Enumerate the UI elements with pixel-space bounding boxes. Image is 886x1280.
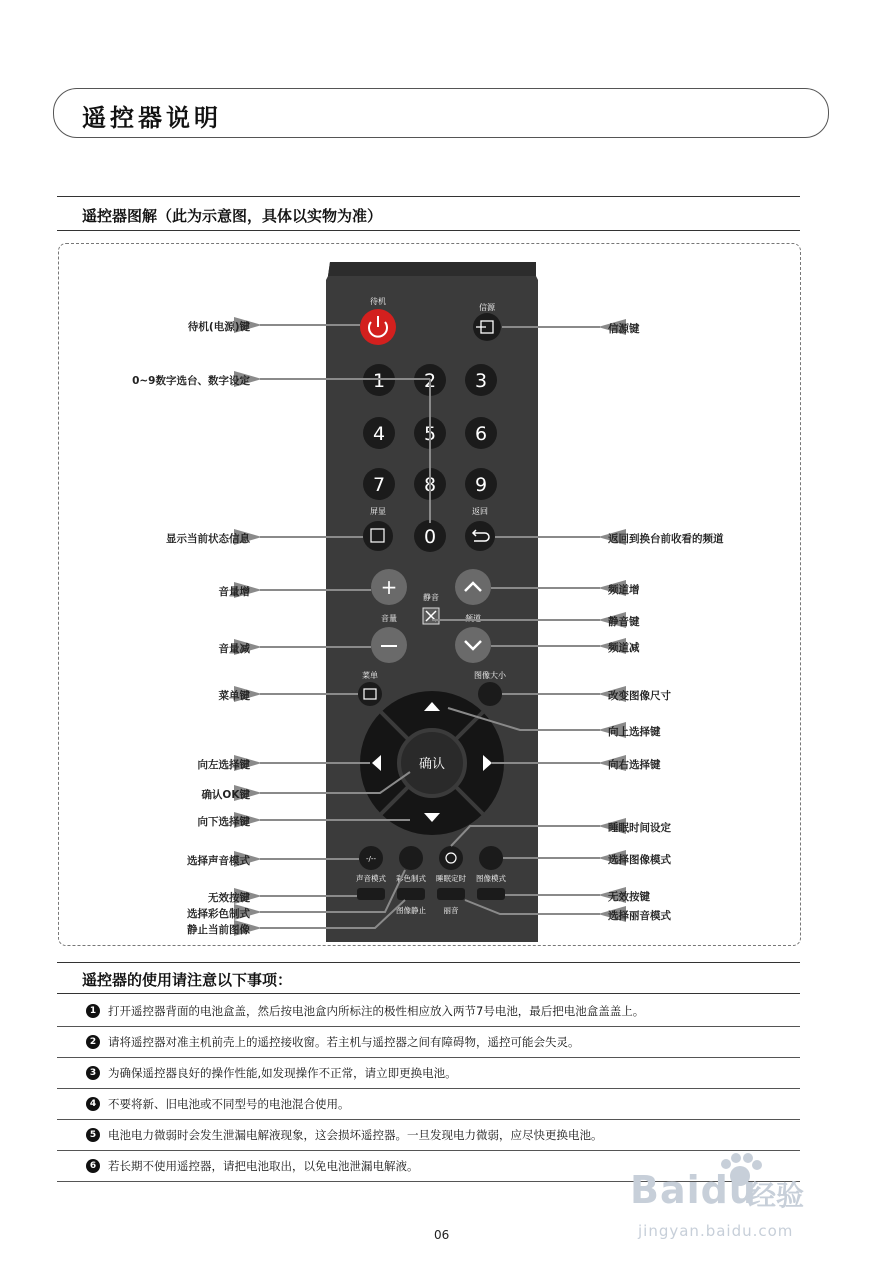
diagram-section-title: 遥控器图解（此为示意图，具体以实物为准） — [82, 207, 383, 225]
callout-ch-down: 频道减 — [608, 642, 640, 654]
invalid-key-right — [477, 888, 505, 900]
mute-key-label: 静音 — [423, 593, 439, 602]
color-system-button — [399, 846, 423, 870]
bullet-number: 3 — [86, 1066, 100, 1080]
picture-size-key-label: 图像大小 — [474, 671, 506, 680]
digit-3-label: 3 — [474, 370, 488, 392]
digit-2-label: 2 — [423, 370, 437, 392]
channel-up-button — [455, 569, 491, 605]
note-text: 为确保遥控器良好的操作性能,如发现操作不正常，请立即更换电池。 — [108, 1066, 457, 1080]
callout-power: 待机(电源)键 — [187, 321, 250, 333]
digit-8-label: 8 — [423, 474, 437, 496]
return-button — [465, 521, 495, 551]
sleep-button — [439, 846, 463, 870]
callout-ch-up: 频道增 — [608, 584, 640, 596]
digit-7-label: 7 — [372, 474, 386, 496]
digit-5-label: 5 — [423, 423, 437, 445]
callout-sound-mode: 选择声音模式 — [187, 855, 250, 867]
digit-6-label: 6 — [474, 423, 488, 445]
note-item — [86, 1034, 580, 1050]
note-item — [86, 1065, 457, 1081]
page-title: 遥控器说明 — [82, 104, 222, 132]
freeze-key-label: 图像静止 — [396, 906, 426, 915]
audio-key-label: 丽音 — [443, 906, 459, 915]
dash-key-icon: -/-- — [366, 855, 376, 863]
callout-invalid-right: 无效按键 — [608, 891, 650, 903]
picture-mode-button — [479, 846, 503, 870]
callout-menu: 菜单键 — [218, 690, 250, 702]
divider — [57, 962, 800, 963]
bullet-number: 6 — [86, 1159, 100, 1173]
digit-0-label: 0 — [423, 526, 437, 548]
bullet-number: 1 — [86, 1004, 100, 1018]
callout-down: 向下选择键 — [197, 816, 250, 828]
digit-1-label: 1 — [372, 370, 386, 392]
ok-button-label: 确认 — [418, 757, 446, 772]
watermark-brand: Baidu — [630, 1168, 757, 1212]
note-text: 打开遥控器背面的电池盒盖，然后按电池盒内所标注的极性相应放入两节7号电池，最后把电池盒盖盖上。 — [108, 1004, 645, 1018]
callout-source: 信源键 — [608, 323, 640, 335]
note-text: 请将遥控器对准主机前壳上的遥控接收窗。若主机与遥控器之间有障碍物，遥控可能会失灵。 — [108, 1035, 580, 1049]
remote-body — [326, 262, 538, 942]
callout-right: 向右选择键 — [608, 759, 661, 771]
callout-audio: 选择丽音模式 — [608, 910, 671, 922]
invalid-key-left — [357, 888, 385, 900]
notes-title: 遥控器的使用请注意以下事项： — [82, 971, 293, 989]
note-item — [86, 1127, 603, 1143]
note-item — [86, 1096, 350, 1112]
callout-vol-up: 音量增 — [218, 586, 250, 598]
power-key-label: 待机 — [370, 297, 386, 306]
callout-digits: 0~9数字选台、数字设定 — [132, 375, 250, 387]
callout-picture-size: 改变图像尺寸 — [608, 690, 671, 702]
callout-up: 向上选择键 — [608, 726, 661, 738]
callout-sleep: 睡眠时间设定 — [608, 822, 671, 834]
volume-key-label: 音量 — [381, 614, 397, 623]
watermark-url: jingyan.baidu.com — [638, 1222, 794, 1240]
note-text: 不要将新、旧电池或不同型号的电池混合使用。 — [108, 1097, 350, 1111]
bullet-number: 5 — [86, 1128, 100, 1142]
callout-picture-mode: 选择图像模式 — [608, 854, 671, 866]
menu-button — [358, 682, 382, 706]
picture-mode-key-label: 图像模式 — [476, 874, 506, 883]
source-key-label: 信源 — [479, 303, 495, 312]
digit-9-label: 9 — [474, 474, 488, 496]
sound-mode-key-label: 声音模式 — [356, 874, 386, 883]
bullet-number: 4 — [86, 1097, 100, 1111]
divider — [57, 1026, 800, 1027]
divider — [57, 1119, 800, 1120]
note-text: 电池电力微弱时会发生泄漏电解液现象，这会损坏遥控器。一旦发现电力微弱，应尽快更换电池。 — [108, 1128, 603, 1142]
note-item — [86, 1158, 419, 1174]
callout-ok: 确认OK键 — [201, 789, 250, 801]
audio-button — [437, 888, 465, 900]
channel-down-button — [455, 627, 491, 663]
callout-display: 显示当前状态信息 — [166, 533, 250, 545]
plus-icon: + — [380, 575, 398, 599]
callout-invalid-left: 无效按键 — [208, 892, 250, 904]
callout-freeze: 静止当前图像 — [187, 924, 250, 936]
display-button — [363, 521, 393, 551]
note-item — [86, 1003, 644, 1019]
callout-left: 向左选择键 — [197, 759, 250, 771]
digit-4-label: 4 — [372, 423, 386, 445]
watermark-product: 经验 — [748, 1179, 805, 1212]
baidu-watermark — [630, 1150, 840, 1260]
display-key-label: 屏显 — [370, 507, 386, 516]
freeze-button — [397, 888, 425, 900]
return-key-label: 返回 — [472, 507, 488, 516]
menu-key-label: 菜单 — [362, 671, 378, 680]
divider — [57, 1057, 800, 1058]
callout-color-system: 选择彩色制式 — [187, 908, 250, 920]
bullet-number: 2 — [86, 1035, 100, 1049]
channel-key-label: 频道 — [465, 614, 481, 623]
divider — [57, 1088, 800, 1089]
divider — [57, 993, 800, 994]
callout-mute: 静音键 — [608, 616, 640, 628]
sleep-key-label: 睡眠定时 — [436, 874, 466, 883]
picture-size-button — [478, 682, 502, 706]
color-system-key-label: 彩色制式 — [396, 874, 426, 883]
note-text: 若长期不使用遥控器，请把电池取出，以免电池泄漏电解液。 — [108, 1159, 419, 1173]
page-number: 06 — [434, 1228, 450, 1242]
callout-return: 返回到换台前收看的频道 — [608, 533, 724, 545]
callout-vol-down: 音量减 — [218, 643, 250, 655]
